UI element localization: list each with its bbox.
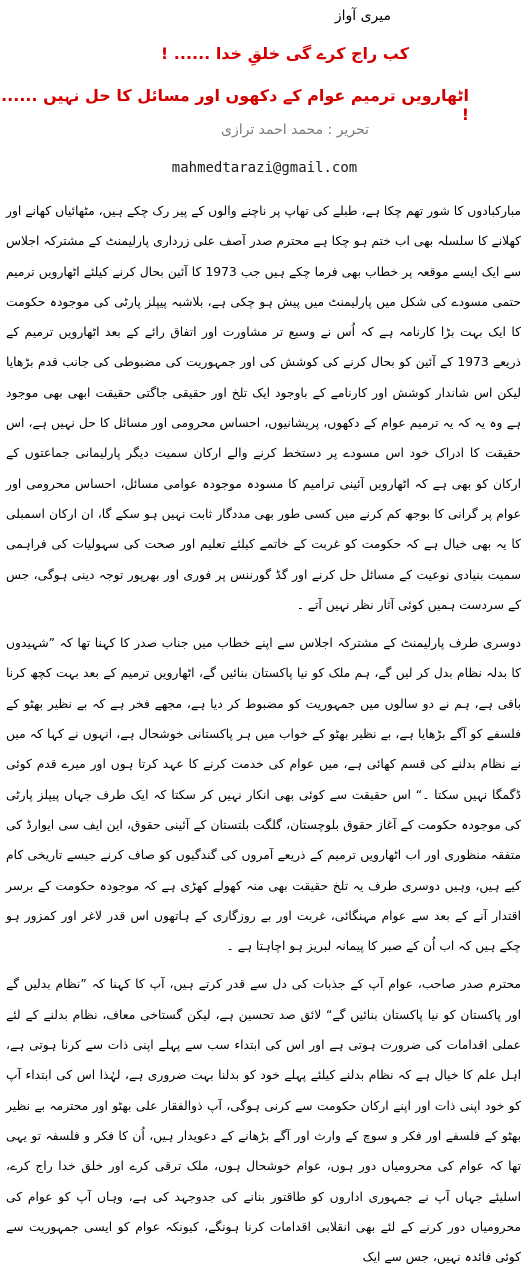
column-name: میری آواز — [334, 8, 391, 24]
article-subtitle: اٹھارویں ترمیم عوام کے دکھوں اور مسائل کا حل نہیں ...... ! — [1, 86, 469, 124]
article-body — [6, 196, 521, 1280]
article-title: کب راج کرے گی خلقِ خدا ...... ! — [160, 44, 409, 63]
paragraph-3: محترم صدر صاحب، عوام آپ کے جذبات کی دل سے قدر کرتے ہیں، آپ کا کہنا کہ ”نظام بدلیں گے اور پاکستان کو نیا پاکستان بنائیں گے“ لائق صد تحسین ہے، لیکن گستاخی معاف، نظام بدلنے کے لئے عملی اقدامات کی ضرورت ہوتی ہے اور اس کی ابتداء سب سے پہلے اپنی ذات سے کرنا ہوتی ہے، اہل علم کا خیال ہے کہ نظام بدلنے کیلئے پہلے خود کو بدلنا بہت ضروری ہے، لہٰذا اس کی ابتداء آپ کو خود اپنی ذات اور اپنے ارکان حکومت سے کرنی ہوگی، آپ ذوالفقار علی بھٹو اور محترمہ بے نظیر بھٹو کے فلسفے اور فکر و سوچ کے وارث اور آگے بڑھانے کے دعویدار ہیں، اُن کا فکر و فلسفہ تو یہی تھا کہ عوام کی محرومیاں دور ہوں، عوام خوشحال ہوں، ملک ترقی کرے اور خلق خدا راج کرے، اسلیئے جہاں آپ نے جمہوری اداروں کو طاقتور بنانے کی جدوجہد کی ہے، وہاں آپ کو عوام کی محرومیاں دور کرنے کے لئے بھی انقلابی اقدامات کرنا ہونگے، کیونکہ عوام کو ایسی جمہوریت سے کوئی فائدہ نہیں، جس سے ایک — [6, 977, 521, 1265]
author-email[interactable]: mahmedtarazi@gmail.com — [171, 160, 358, 176]
paragraph-1: مبارکبادوں کا شور تھم چکا ہے، طبلے کی تھاپ پر ناچنے والوں کے پیر رک چکے ہیں، مٹھائیاں کھانے اور کھلانے کا سلسلہ بھی اب ختم ہو چکا ہے محترم صدر آصف علی زرداری پارلیمنٹ کے مشترکہ اجلاس سے ایک ایسے موقعہ پر خطاب بھی فرما چکے ہیں جب 1973 کا آئین بحال کرنے کیلئے اٹھارویں ترمیم حتمی مسودے کی شکل میں پارلیمنٹ میں پیش ہو چکی ہے، بلاشبہ پیپلز پارٹی کی موجودہ حکومت کا ایک بہت بڑا کارنامہ ہے کہ اُس نے وسیع تر مشاورت اور اتفاق رائے کے بعد اٹھارویں ترمیم کے ذریعے 1973 کے آئین کو بحال کرنے کی کوشش کی اور جمہوریت کی مضبوطی کی جانب قدم بڑھایا لیکن اس شاندار کوشش اور کارنامے کے باوجود ایک تلخ اور حقیقی جاگتی حقیقت ابھی بھی موجود ہے وہ یہ کہ یہ ترمیم عوام کے دکھوں، پریشانیوں، احساس محرومی اور مسائل کا حل نہیں ہے، اس حقیقت کا ادراک خود اس مسودے پر دستخط کرنے والے ارکان سمیت دیگر پارلیمانی جماعتوں کے ارکان کو بھی ہے کہ اٹھارویں آئینی ترامیم کا مسودہ موجودہ عوامی مسائل، احساس محرومی اور عوام پر گرانی کا بوجھ کم کرنے میں کسی طور بھی مددگار ثابت نہیں ہو سکے گا، ان ارکان اسمبلی کا یہ بھی خیال ہے کہ حکومت کو غربت کے خاتمے کیلئے تعلیم اور صحت کی سہولیات کی فراہمی سمیت بنیادی نوعیت کے مسائل حل کرنے اور گڈ گورننس پر فوری اور بھرپور توجہ دینی ہوگی، جس کے سردست ہمیں کوئی آثار نظر نہیں آتے ۔ — [6, 204, 521, 612]
author-byline: تحریر : محمد احمد ترازی — [221, 122, 369, 138]
paragraph-2: دوسری طرف پارلیمنٹ کے مشترکہ اجلاس سے اپنے خطاب میں جناب صدر کا کہنا تھا کہ ”شہیدوں کا بدلہ نظام بدل کر لیں گے، ہم ملک کو نیا پاکستان بنائیں گے، اٹھارویں ترمیم کے بعد بہت کچھ کرنا باقی ہے، ہم نے دو سالوں میں جمہوریت کو مضبوط کر دیا ہے، مجھے فخر ہے کہ بے نظیر بھٹو کے فلسفے کو آگے بڑھایا ہے، بے نظیر بھٹو کے خواب میں ہر پاکستانی خوشحال ہے، انہوں نے کہا کہ میں نے نظام بدلنے کی قسم کھائی ہے، میں عوام کی خدمت کرنے کا عہد کرتا ہوں اور میرے قدم کوئی ڈگمگا نہیں سکتا ۔“ اس حقیقت سے کوئی بھی انکار نہیں کر سکتا کہ ایک طرف جہاں پیپلز پارٹی کی موجودہ حکومت کے آغاز حقوق بلوچستان، گلگت بلتستان کے آئینی حقوق، این ایف سی ایوارڈ کی متفقہ منظوری اور اب اٹھارویں ترمیم کے ذریعے آمروں کی گندگیوں کو صاف کرنے جیسے تاریخی کام کیے ہیں، وہیں دوسری طرف یہ تلخ حقیقت بھی منہ کھولے کھڑی ہے کہ موجودہ حکومت کے برسر اقتدار آنے کے بعد سے عوام مہنگائی، غربت اور بے روزگاری کے ہاتھوں اس قدر لاغر اور کمزور ہو چکے ہیں کہ اب اُن کے صبر کا پیمانہ لبریز ہو اچاہتا ہے ۔ — [6, 636, 521, 954]
